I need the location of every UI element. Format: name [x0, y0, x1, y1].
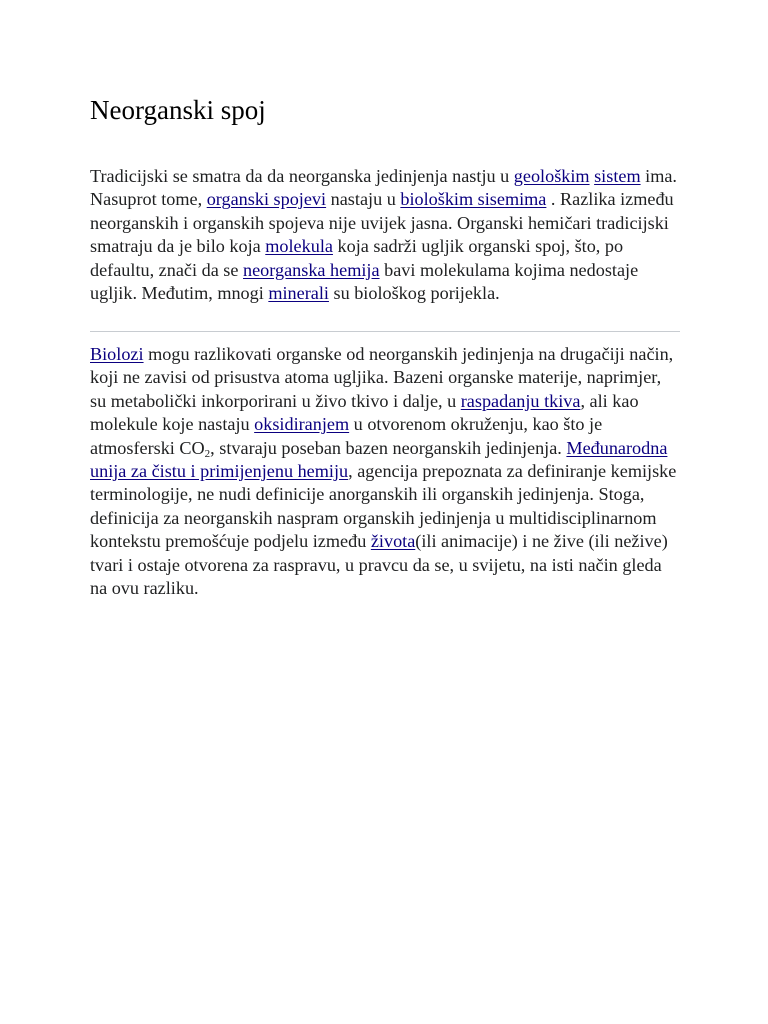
text-segment: mogu razlikovati organske od neorganskih jedinjenja na drugačiji način, koji ne zavisi od prisustva atoma ugljika. Bazeni organske materije, naprimjer, su metabolički inkorporirani u živo tkivo i dalje, u — [90, 344, 674, 411]
text-segment: koja sadrži ugljik organski spoj, što, po defaultu, znači da se — [90, 236, 624, 280]
subscript-2: 2 — [204, 447, 211, 460]
text-segment: bavi molekulama kojima nedostaje ugljik. Međutim, mnogi — [90, 259, 639, 304]
text-segment: ima. Nasuprot tome, — [90, 166, 677, 210]
text-segment: , ali kao molekule koje nastaju — [90, 390, 639, 435]
link-bioloskim-sisemima[interactable]: biološkim sisemima — [400, 189, 547, 210]
text-segment: su biološkog porijekla. — [328, 283, 500, 304]
text-segment: . Razlika između neorganskih i organskih spojeva nije uvijek jasna. Organski hemičari tradicijski smatraju da je bilo koja — [90, 189, 674, 257]
link-molekula[interactable]: molekula — [265, 236, 333, 257]
link-organski-spojevi[interactable]: organski spojevi — [206, 189, 327, 210]
link-sistem[interactable]: sistem — [594, 166, 641, 186]
link-minerali[interactable]: minerali — [268, 283, 329, 304]
page-title: Neorganski spoj — [90, 95, 266, 125]
link-oksidiranjem[interactable]: oksidiranjem — [254, 414, 350, 435]
text-segment: nastaju u — [326, 189, 401, 210]
link-neorganska-hemija[interactable]: neorganska hemija — [243, 259, 380, 280]
text-segment: , agencija prepoznata za definiranje kemijske terminologije, ne nudi definicije anorganskih ili organskih jedinjenja. Stoga, definicija za neorganskih naspram organskih jedinjenja u multidisciplinarnom kontekstu premošćuje podjelu između — [90, 461, 677, 552]
paragraph-biology — [90, 343, 680, 600]
text-segment: Tradicijski se smatra da da neorganska jedinjenja nastju u — [90, 166, 514, 186]
link-geoloskim[interactable]: geološkim — [513, 166, 590, 186]
link-raspadanju-tkiva[interactable]: raspadanju tkiva — [460, 390, 581, 411]
text-segment: u otvorenom okruženju, kao što je atmosferski CO — [90, 414, 603, 458]
link-biolozi[interactable]: Biolozi — [90, 344, 144, 364]
text-segment: , stvaraju poseban bazen neorganskih jedinjenja. — [210, 437, 567, 458]
section-divider — [90, 331, 680, 332]
link-iupac[interactable]: Međunarodna unija za čistu i primijenjenu hemiju — [90, 437, 668, 482]
paragraph-intro — [90, 165, 680, 305]
text-segment: (ili animacije) i ne žive (ili nežive) tvari i ostaje otvorena za raspravu, u pravcu da se, u svijetu, na isti način gleda na ovu razliku. — [90, 531, 668, 599]
link-zivota[interactable]: života — [370, 531, 416, 552]
